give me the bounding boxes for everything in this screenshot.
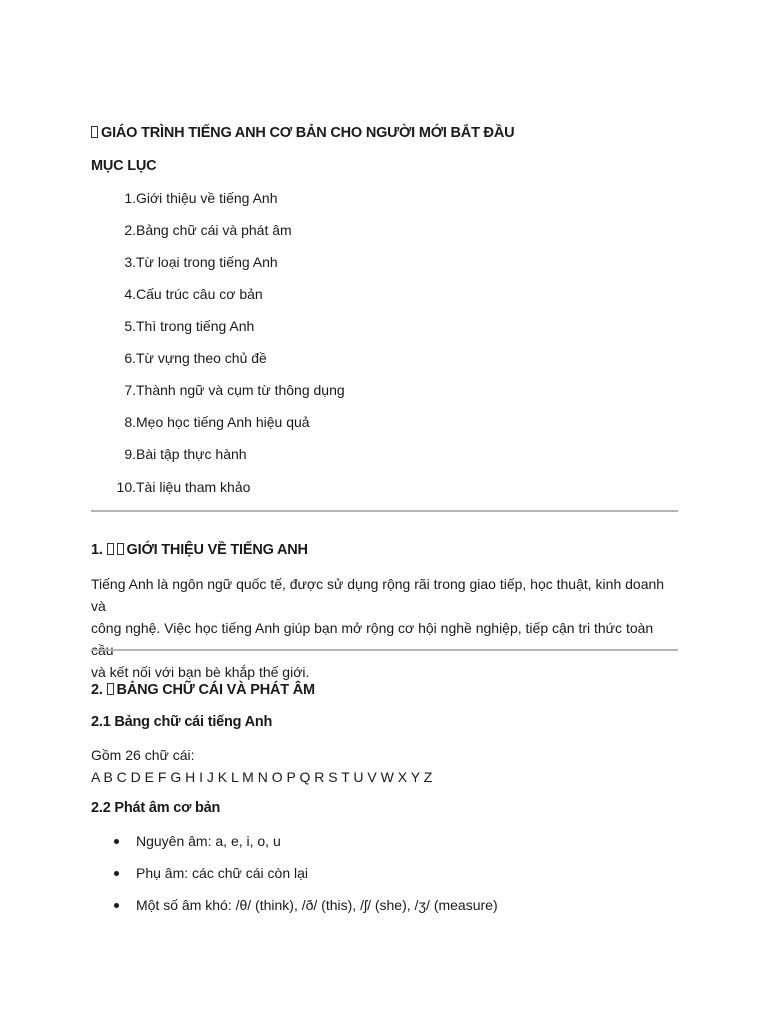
section-2-heading bbox=[91, 682, 315, 698]
alphabet-intro: Gồm 26 chữ cái: bbox=[91, 747, 195, 763]
alphabet-icon bbox=[107, 683, 114, 695]
toc-item-label: Từ vựng theo chủ đề bbox=[136, 350, 267, 366]
section-2-number: 2. bbox=[91, 682, 103, 698]
paragraph-line: công nghệ. Việc học tiếng Anh giúp bạn mở rộng cơ hội nghề nghiệp, tiếp cận tri thức toàn cầu bbox=[91, 620, 654, 658]
toc-item-label: Tài liệu tham khảo bbox=[136, 479, 251, 495]
toc-item[interactable] bbox=[91, 479, 251, 495]
bullet-icon bbox=[114, 903, 119, 908]
section-1-heading bbox=[91, 542, 308, 558]
toc-item-label: Giới thiệu về tiếng Anh bbox=[136, 190, 278, 206]
paragraph-line: và kết nối với bạn bè khắp thế giới. bbox=[91, 664, 310, 680]
bullet-icon bbox=[114, 839, 119, 844]
toc-item[interactable] bbox=[91, 254, 278, 270]
toc-item[interactable] bbox=[91, 414, 310, 430]
toc-item[interactable] bbox=[91, 318, 255, 334]
toc-item-label: Bài tập thực hành bbox=[136, 446, 247, 462]
list-item-text: Nguyên âm: a, e, i, o, u bbox=[136, 833, 281, 849]
toc-heading: MỤC LỤC bbox=[91, 158, 157, 174]
subsection-2-2-heading: 2.2 Phát âm cơ bản bbox=[91, 800, 221, 816]
toc-item-number: 5. bbox=[124, 318, 136, 334]
section-1-body bbox=[91, 573, 678, 683]
toc-item-label: Bảng chữ cái và phát âm bbox=[136, 222, 292, 238]
toc-item-number: 7. bbox=[124, 382, 136, 398]
toc-item-label: Thành ngữ và cụm từ thông dụng bbox=[136, 382, 345, 398]
list-item-text: Phụ âm: các chữ cái còn lại bbox=[136, 865, 309, 881]
section-1-title: GIỚI THIỆU VỀ TIẾNG ANH bbox=[126, 542, 308, 558]
bullet-icon bbox=[114, 871, 119, 876]
toc-item-number: 4. bbox=[124, 286, 136, 302]
toc-item-number: 9. bbox=[124, 446, 136, 462]
toc-item[interactable] bbox=[91, 222, 292, 238]
toc-item[interactable] bbox=[91, 382, 345, 398]
toc-item-number: 6. bbox=[124, 350, 136, 366]
section-1-number: 1. bbox=[91, 542, 103, 558]
toc-item-number: 1. bbox=[124, 190, 136, 206]
toc-item[interactable] bbox=[91, 350, 267, 366]
flag-icon bbox=[117, 543, 124, 555]
toc-item-label: Thì trong tiếng Anh bbox=[136, 318, 255, 334]
subsection-2-1-heading: 2.1 Bảng chữ cái tiếng Anh bbox=[91, 714, 273, 730]
paragraph-line: Tiếng Anh là ngôn ngữ quốc tế, được sử dụng rộng rãi trong giao tiếp, học thuật, kinh doanh và bbox=[91, 576, 665, 614]
document-title bbox=[91, 125, 514, 141]
toc-item-number: 3. bbox=[124, 254, 136, 270]
toc-item-number: 10. bbox=[116, 479, 136, 495]
section-divider bbox=[91, 649, 678, 651]
section-2-title: BẢNG CHỮ CÁI VÀ PHÁT ÂM bbox=[116, 682, 315, 698]
toc-item-label: Mẹo học tiếng Anh hiệu quả bbox=[136, 414, 310, 430]
toc-item[interactable] bbox=[91, 446, 247, 462]
list-item-text: Một số âm khó: /θ/ (think), /ð/ (this), /ʃ/ (she), /ʒ/ (measure) bbox=[136, 897, 498, 913]
flag-icon bbox=[107, 543, 114, 555]
toc-item-number: 2. bbox=[124, 222, 136, 238]
toc-item[interactable] bbox=[91, 190, 278, 206]
toc-item-label: Từ loại trong tiếng Anh bbox=[136, 254, 278, 270]
alphabet-letters: A B C D E F G H I J K L M N O P Q R S T U V W X Y Z bbox=[91, 769, 433, 785]
section-divider bbox=[91, 510, 678, 512]
toc-item-label: Cấu trúc câu cơ bản bbox=[136, 286, 263, 302]
toc-item-number: 8. bbox=[124, 414, 136, 430]
document-title-text: GIÁO TRÌNH TIẾNG ANH CƠ BẢN CHO NGƯỜI MỚI BẮT ĐẦU bbox=[101, 125, 515, 141]
toc-item[interactable] bbox=[91, 286, 263, 302]
book-icon bbox=[91, 126, 98, 138]
